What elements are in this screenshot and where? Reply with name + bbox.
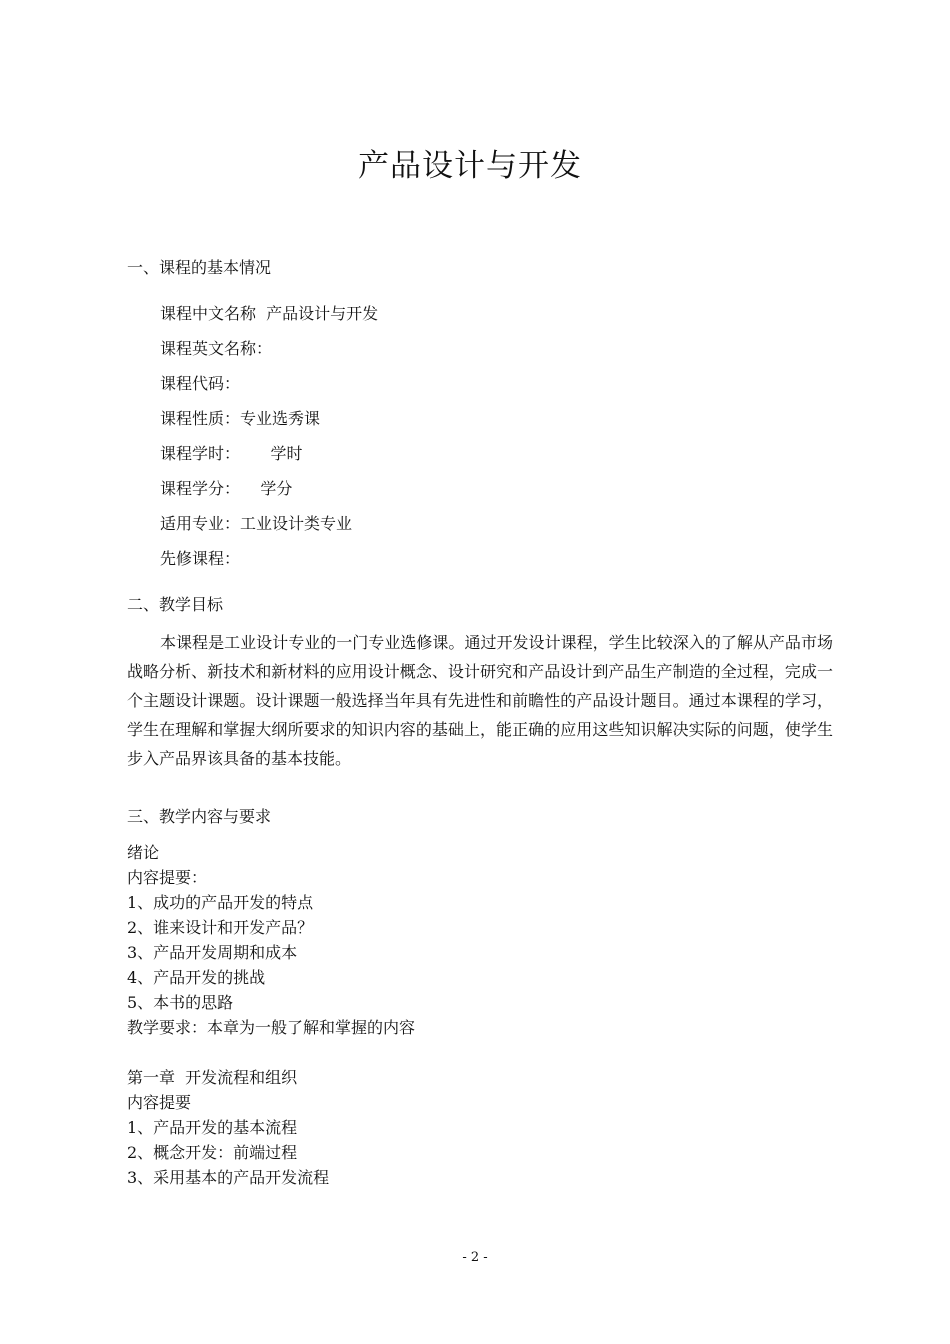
intro-block [127, 840, 415, 1040]
page-number: - 2 - [462, 1250, 488, 1265]
list-item: 3、采用基本的产品开发流程 [127, 1168, 330, 1187]
teaching-objective-paragraph: 本课程是工业设计专业的一门专业选修课。通过开发设计课程，学生比较深入的了解从产品市场战略分析、新技术和新材料的应用设计概念、设计研究和产品设计到产品生产制造的全过程，完成一个主题设计课题。设计课题一般选择当年具有先进性和前瞻性的产品设计题目。通过本课程的学习，学生在理解和掌握大纲所要求的知识内容的基础上，能正确的应用这些知识解决实际的问题，使学生步入产品界该具备的基本技能。 [127, 633, 833, 768]
field-chinese-name: 课程中文名称 产品设计与开发 [160, 304, 379, 323]
intro-requirement: 教学要求：本章为一般了解和掌握的内容 [127, 1018, 416, 1037]
field-course-hours: 课程学时： 学时 [160, 444, 303, 463]
list-item: 2、谁来设计和开发产品？ [127, 918, 314, 937]
intro-title: 绪论 [127, 843, 160, 862]
list-item: 5、本书的思路 [127, 993, 234, 1012]
chapter1-block [127, 1065, 329, 1190]
field-course-nature: 课程性质：专业选秀课 [160, 409, 321, 428]
field-course-code: 课程代码： [160, 374, 241, 393]
field-english-name: 课程英文名称： [160, 339, 273, 358]
chapter1-title: 第一章 开发流程和组织 [127, 1068, 298, 1087]
list-item: 1、成功的产品开发的特点 [127, 893, 314, 912]
section2-heading: 二、教学目标 [127, 595, 224, 614]
list-item: 3、产品开发周期和成本 [127, 943, 298, 962]
field-course-credits: 课程学分： 学分 [160, 479, 293, 498]
intro-label: 内容提要： [127, 868, 208, 887]
title-main: 产品设计与开发 [358, 148, 582, 184]
section3-heading: 三、教学内容与要求 [127, 807, 272, 826]
document-title [0, 140, 950, 185]
chapter1-label: 内容提要 [127, 1093, 192, 1112]
list-item: 1、产品开发的基本流程 [127, 1118, 298, 1137]
list-item: 2、概念开发：前端过程 [127, 1143, 298, 1162]
field-applicable-major: 适用专业：工业设计类专业 [160, 514, 353, 533]
list-item: 4、产品开发的挑战 [127, 968, 266, 987]
section1-heading: 一、课程的基本情况 [127, 258, 272, 277]
field-prerequisites: 先修课程： [160, 549, 241, 568]
